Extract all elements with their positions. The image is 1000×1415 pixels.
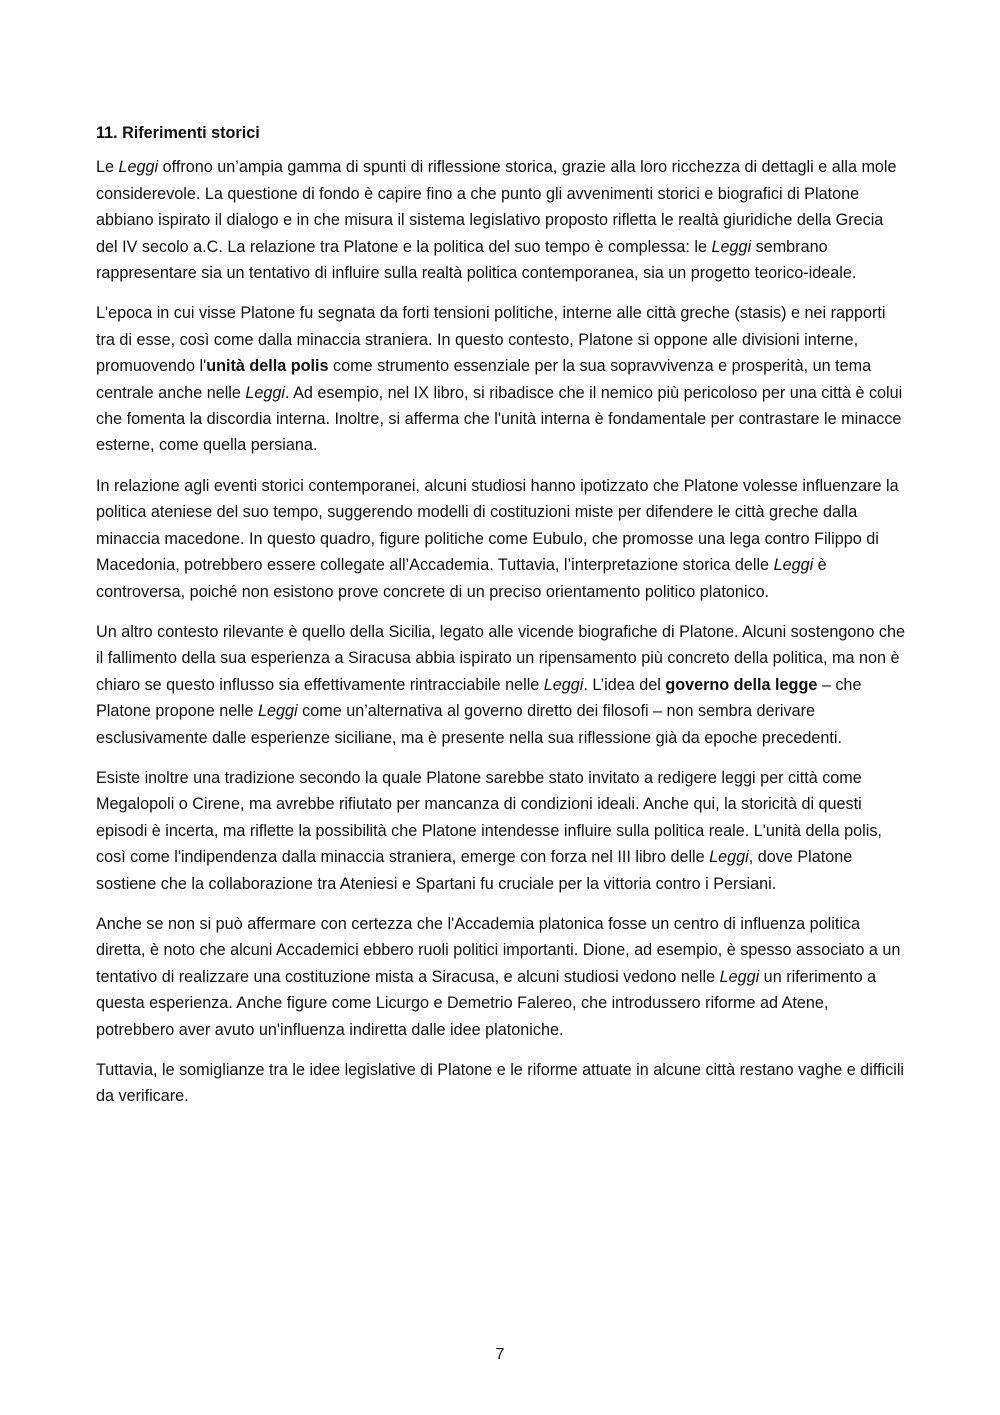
text-run: sembrano rappresentare sia un tentativo di influire sulla realtà politica contemporanea, sia un progetto teorico-ideale. [96, 237, 857, 283]
body-text [96, 154, 908, 1109]
bold-term: unità della polis [206, 357, 329, 376]
paragraph [96, 765, 908, 897]
italic-title: Leggi [711, 237, 752, 256]
text-run: come strumento essenziale per la sua sopravvivenza e prosperità, un tema centrale anche nelle [96, 357, 872, 402]
page-number: 7 [495, 1346, 505, 1363]
paragraph [96, 300, 908, 458]
text-run: come un’alternativa al governo diretto dei filosofi – non sembra derivare esclusivamente dalle esperienze siciliane, ma è presente nella sua riflessione già da epoche precedenti. [96, 702, 842, 747]
italic-title: Leggi [258, 702, 298, 721]
text-run: – che Platone propone nelle [96, 675, 862, 721]
document-page [96, 120, 908, 1124]
section-heading: 11. Riferimenti storici [96, 124, 260, 142]
text-run: L'epoca in cui visse Platone fu segnata da forti tensioni politiche, interne alle città greche (stasis) e nei rapporti tra di esse, così come dalla minaccia straniera. In questo contesto, Platone si oppone alle divisioni interne, promuovendo l' [96, 304, 886, 376]
text-run: Un altro contesto rilevante è quello della Sicilia, legato alle vicende biografiche di Platone. Alcuni sostengono che il fallimento della sua esperienza a Siracusa abbia ispirato un ripensamento più concreto della politica, ma non è chiaro se questo influsso sia effettivamente rintracciabile nelle [96, 622, 905, 694]
bold-term: governo della legge [665, 675, 818, 694]
paragraph [96, 473, 908, 605]
italic-title: Leggi [773, 556, 814, 575]
italic-title: Leggi [719, 967, 760, 986]
italic-title: Leggi [118, 158, 159, 177]
paragraph [96, 911, 908, 1043]
text-run: Le [96, 158, 119, 177]
paragraph [96, 619, 908, 751]
text-run: . Ad esempio, nel IX libro, si ribadisce che il nemico più pericoloso per una città è colui che fomenta la discordia interna. Inoltre, si afferma che l'unità interna è fondamentale per contrastare le minacce esterne, come quella persiana. [96, 383, 903, 455]
italic-title: Leggi [245, 383, 285, 402]
italic-title: Leggi [709, 848, 749, 867]
text-run: , dove Platone sostiene che la collaborazione tra Ateniesi e Spartani fu cruciale per la vittoria contro i Persiani. [96, 848, 853, 893]
text-run: Tuttavia, le somiglianze tra le idee legislative di Platone e le riforme attuate in alcune città restano vaghe e difficili da verificare. [96, 1061, 905, 1106]
text-run: è controversa, poiché non esistono prove concrete di un preciso orientamento politico platonico. [96, 556, 827, 601]
text-run: In relazione agli eventi storici contemporanei, alcuni studiosi hanno ipotizzato che Platone volesse influenzare la politica ateniese del suo tempo, suggerendo modelli di costituzioni miste per difendere le città greche dalla minaccia macedone. In questo quadro, figure politiche come Eubulo, che promosse una lega contro Filippo di Macedonia, potrebbero essere collegate all’Accademia. Tuttavia, l’interpretazione storica delle [96, 476, 899, 575]
paragraph [96, 154, 908, 286]
italic-title: Leggi [543, 675, 584, 694]
text-run: Anche se non si può affermare con certezza che l'Accademia platonica fosse un centro di influenza politica diretta, è noto che alcuni Accademici ebbero ruoli politici importanti. Dione, ad esempio, è spesso associato a un tentativo di realizzare una costituzione mista a Siracusa, e alcuni studiosi vedono nelle [96, 914, 901, 986]
text-run: Esiste inoltre una tradizione secondo la quale Platone sarebbe stato invitato a redigere leggi per città come Megalopoli o Cirene, ma avrebbe rifiutato per mancanza di condizioni ideali. Anche qui, la storicità di questi episodi è incerta, ma riflette la possibilità che Platone intendesse influire sulla politica reale. L'unità della polis, così come l'indipendenza dalla minaccia straniera, emerge con forza nel III libro delle [96, 768, 882, 867]
paragraph [96, 1057, 908, 1110]
text-run: . L’idea del [583, 675, 666, 694]
text-run: un riferimento a questa esperienza. Anche figure come Licurgo e Demetrio Falereo, che introdussero riforme ad Atene, potrebbero aver avuto un'influenza indiretta dalle idee platoniche. [96, 967, 877, 1039]
text-run: offrono un’ampia gamma di spunti di riflessione storica, grazie alla loro ricchezza di dettagli e alla mole considerevole. La questione di fondo è capire fino a che punto gli avvenimenti storici e biografici di Platone abbiano ispirato il dialogo e in che misura il sistema legislativo proposto rifletta le realtà giuridiche della Grecia del IV secolo a.C. La relazione tra Platone e la politica del suo tempo è complessa: le [96, 158, 897, 256]
